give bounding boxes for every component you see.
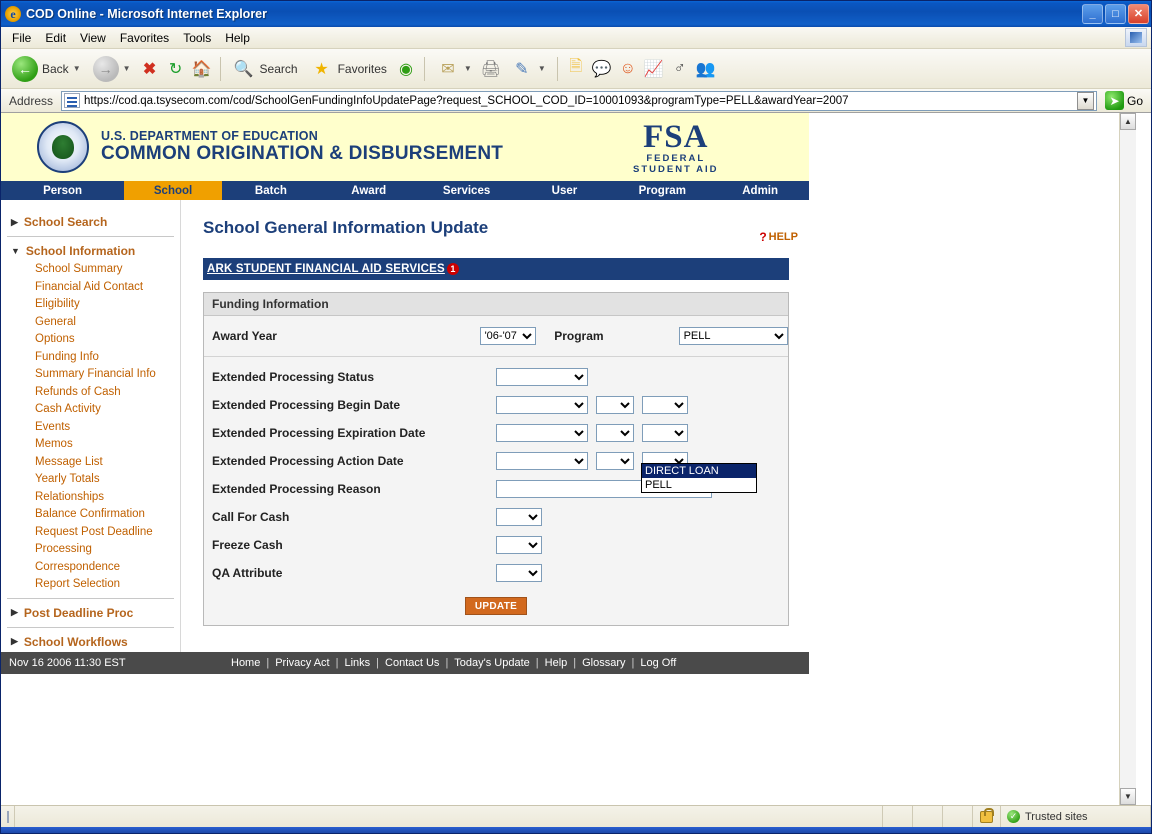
status-message xyxy=(15,806,883,827)
footer-link-home[interactable]: Home xyxy=(231,656,261,669)
panel-divider xyxy=(204,356,788,357)
nav-item-user[interactable]: User xyxy=(551,184,578,197)
status-cell-2 xyxy=(913,806,943,827)
freeze-cash-label: Freeze Cash xyxy=(212,538,283,552)
footer-link-glossary[interactable]: Glossary xyxy=(582,656,626,669)
menu-file[interactable]: File xyxy=(12,30,32,45)
sidebar-item-refunds-of-cash[interactable]: Refunds of Cash xyxy=(35,385,121,398)
funding-information-panel xyxy=(203,292,789,626)
sidebar-item-general[interactable]: General xyxy=(35,315,76,328)
security-zone[interactable] xyxy=(1001,806,1151,827)
sidebar-item-yearly-totals[interactable]: Yearly Totals xyxy=(35,473,100,485)
action-date-day-select[interactable] xyxy=(596,452,634,470)
back-arrow-icon: ← xyxy=(12,56,38,82)
fsa-line-1: FEDERAL xyxy=(646,153,706,164)
sidebar-item-eligibility[interactable]: Eligibility xyxy=(35,298,80,310)
mail-dropdown-icon[interactable]: ▼ xyxy=(463,64,472,73)
edit-icon: ✎ xyxy=(515,60,529,78)
page-viewport xyxy=(1,113,1151,805)
mail-button[interactable] xyxy=(431,54,477,84)
search-button[interactable]: 🔍 Search xyxy=(227,54,303,84)
expiration-date-month-select[interactable] xyxy=(496,424,588,442)
trusted-sites-icon: ✓ xyxy=(1007,810,1020,823)
sidebar-item-funding-info[interactable]: Funding Info xyxy=(35,350,99,363)
go-label: Go xyxy=(1126,93,1143,108)
row-extended-processing-status xyxy=(204,363,788,391)
program-option-direct-loan[interactable]: DIRECT LOAN xyxy=(642,464,756,478)
extended-processing-expiration-date-label: Extended Processing Expiration Date xyxy=(212,426,426,440)
department-seal-icon xyxy=(37,121,89,173)
window-title: COD Online - Microsoft Internet Explorer xyxy=(26,7,267,21)
go-button[interactable] xyxy=(1101,91,1147,110)
address-dropdown-icon[interactable]: ▼ xyxy=(1077,92,1094,110)
row-qa-attribute xyxy=(204,559,788,587)
sidebar-item-processing[interactable]: Processing xyxy=(35,543,92,555)
program-dropdown-list[interactable] xyxy=(641,463,757,493)
expiration-date-fields xyxy=(496,424,688,442)
chevron-right-icon-2: ▶ xyxy=(11,607,18,617)
page-title: School General Information Update xyxy=(203,218,489,237)
nav-item-program[interactable]: Program xyxy=(638,184,686,197)
window-buttons xyxy=(1082,4,1149,24)
forward-arrow-icon: → xyxy=(93,56,119,82)
address-input[interactable] xyxy=(61,91,1097,111)
footer-sep-5: | xyxy=(535,656,539,669)
row-call-for-cash xyxy=(204,503,788,531)
scrollbar-track[interactable] xyxy=(1120,130,1136,788)
discuss-icon[interactable]: 💬 xyxy=(591,60,612,78)
extended-processing-status-select[interactable] xyxy=(496,368,588,386)
sidebar-item-school-summary[interactable]: School Summary xyxy=(35,263,123,275)
footer-link-privacy-act[interactable]: Privacy Act xyxy=(275,656,330,669)
row-award-year-program xyxy=(204,322,788,350)
title-bar xyxy=(1,1,1151,27)
award-year-select[interactable] xyxy=(480,327,537,345)
scroll-up-button[interactable]: ▲ xyxy=(1120,113,1136,130)
sidebar-item-message-list[interactable]: Message List xyxy=(35,455,103,468)
status-cell-3 xyxy=(943,806,973,827)
security-zone-label: Trusted sites xyxy=(1025,810,1088,823)
qa-attribute-select[interactable] xyxy=(496,564,542,582)
sidebar-item-request-post-deadline[interactable]: Request Post Deadline xyxy=(35,525,153,538)
address-label: Address xyxy=(9,93,54,108)
footer-links xyxy=(231,657,676,669)
extended-processing-status-label: Extended Processing Status xyxy=(212,370,375,384)
cod-page xyxy=(1,113,1136,805)
sidebar-school-information-label: School Information xyxy=(25,244,136,258)
cod-title-block xyxy=(101,129,503,165)
sidebar-item-summary-financial-info[interactable]: Summary Financial Info xyxy=(35,368,156,380)
forward-button[interactable] xyxy=(88,53,136,85)
page-scrollbar[interactable] xyxy=(1119,113,1136,805)
award-year-label: Award Year xyxy=(212,329,277,343)
secure-lock-icon xyxy=(973,806,1001,827)
footer-sep-1: | xyxy=(266,656,270,669)
row-extended-processing-begin-date xyxy=(204,391,788,419)
expiration-date-year-select[interactable] xyxy=(642,424,688,442)
sidebar-item-report-selection[interactable]: Report Selection xyxy=(35,578,121,590)
expiration-date-day-select[interactable] xyxy=(596,424,634,442)
update-button[interactable]: UPDATE xyxy=(465,597,527,615)
begin-date-year-select[interactable] xyxy=(642,396,688,414)
sidebar-item-financial-aid-contact[interactable]: Financial Aid Contact xyxy=(35,280,144,293)
media-icon[interactable]: ◉ xyxy=(398,60,413,78)
toolbar-divider-3 xyxy=(557,57,558,81)
search-icon: 🔍 xyxy=(233,60,254,78)
nav-item-admin[interactable]: Admin xyxy=(742,184,779,197)
cod-header-banner xyxy=(1,113,809,181)
nav-item-person[interactable]: Person xyxy=(43,184,83,197)
refresh-icon[interactable]: ↻ xyxy=(168,60,183,78)
sidebar-post-deadline-label: Post Deadline Proc xyxy=(23,605,134,620)
row-freeze-cash xyxy=(204,531,788,559)
sidebar-item-memos[interactable]: Memos xyxy=(35,438,73,450)
page-icon xyxy=(64,93,80,108)
fsa-acronym: FSA xyxy=(643,119,709,155)
address-bar xyxy=(1,89,1151,113)
print-icon[interactable]: 🖨 xyxy=(480,60,501,78)
footer-link-log-off[interactable]: Log Off xyxy=(640,656,677,669)
windows-logo-icon xyxy=(1125,28,1147,47)
menu-view[interactable]: View xyxy=(80,30,106,45)
back-dropdown-icon[interactable]: ▼ xyxy=(72,64,81,73)
extended-processing-reason-label: Extended Processing Reason xyxy=(212,482,381,496)
footer-link-todays-update[interactable]: Today's Update xyxy=(454,656,530,669)
extended-processing-action-date-label: Extended Processing Action Date xyxy=(212,454,404,468)
messenger-icon[interactable]: ☺ xyxy=(619,59,636,77)
footer-link-links[interactable]: Links xyxy=(344,656,371,669)
sidebar-item-school-information[interactable] xyxy=(1,241,180,261)
maximize-button[interactable]: □ xyxy=(1105,4,1126,24)
favorites-button[interactable]: ★ Favorites xyxy=(305,54,392,84)
sidebar-divider-2 xyxy=(7,598,174,599)
footer-sep-6: | xyxy=(573,656,577,669)
edit-dropdown-icon[interactable]: ▼ xyxy=(537,64,546,73)
sidebar-item-post-deadline-proc[interactable] xyxy=(1,603,180,623)
main-content xyxy=(181,200,809,652)
fsa-line-2: STUDENT AID xyxy=(633,163,719,175)
menu-help[interactable]: Help xyxy=(225,30,250,45)
fsa-logo xyxy=(633,121,719,176)
program-option-pell[interactable]: PELL xyxy=(645,479,672,491)
qa-attribute-label: QA Attribute xyxy=(212,566,283,580)
minimize-button[interactable]: _ xyxy=(1082,4,1103,24)
home-icon[interactable]: 🏠 xyxy=(191,60,212,78)
begin-date-month-select[interactable] xyxy=(496,396,588,414)
menu-tools[interactable]: Tools xyxy=(183,30,212,45)
page-body xyxy=(1,200,809,652)
school-name-link[interactable]: ARK STUDENT FINANCIAL AID SERVICES xyxy=(207,263,445,275)
sidebar-item-correspondence[interactable]: Correspondence xyxy=(35,560,121,573)
sidebar-item-events[interactable]: Events xyxy=(35,420,71,433)
mail-icon: ✉ xyxy=(441,60,455,78)
nav-item-services[interactable]: Services xyxy=(442,184,491,197)
menu-favorites[interactable]: Favorites xyxy=(119,30,170,45)
toolbar-divider xyxy=(220,57,221,81)
program-label: Program xyxy=(554,329,604,343)
stop-icon[interactable]: ✖ xyxy=(142,60,157,78)
nav-item-school[interactable]: School xyxy=(124,181,222,200)
begin-date-day-select[interactable] xyxy=(596,396,634,414)
nav-item-batch[interactable]: Batch xyxy=(254,184,287,197)
people-icon[interactable]: 👥 xyxy=(695,60,716,78)
action-date-month-select[interactable] xyxy=(496,452,588,470)
sidebar-item-options[interactable]: Options xyxy=(35,333,75,345)
program-name: COMMON ORIGINATION & DISBURSEMENT xyxy=(101,143,504,165)
chevron-right-icon: ▶ xyxy=(11,216,18,227)
toolbar-divider-2 xyxy=(424,57,425,81)
footer-timestamp: Nov 16 2006 11:30 EST xyxy=(9,656,126,669)
question-mark-icon: ? xyxy=(759,230,767,244)
status-cell-1 xyxy=(883,806,913,827)
menu-edit[interactable]: Edit xyxy=(45,30,67,45)
school-badge: 1 xyxy=(447,263,459,275)
main-navigation xyxy=(1,181,809,200)
sidebar-item-relationships[interactable]: Relationships xyxy=(35,490,105,503)
browser-toolbar xyxy=(1,49,1151,89)
sidebar-divider-1 xyxy=(7,236,174,237)
status-page-icon xyxy=(1,806,15,827)
school-banner xyxy=(203,258,789,280)
nav-item-award[interactable]: Award xyxy=(351,184,387,197)
star-icon: ★ xyxy=(314,60,329,78)
back-button[interactable]: ← Back ▼ xyxy=(7,53,86,85)
close-button[interactable]: ✕ xyxy=(1128,4,1149,24)
taskbar xyxy=(1,827,1151,833)
row-extended-processing-expiration-date xyxy=(204,419,788,447)
department-name: U.S. DEPARTMENT OF EDUCATION xyxy=(101,128,318,143)
sidebar-school-workflows-label: School Workflows xyxy=(23,634,128,649)
edit-button[interactable] xyxy=(505,54,551,84)
sidebar-divider-3 xyxy=(7,627,174,628)
help-link[interactable] xyxy=(759,230,798,244)
forward-dropdown-icon[interactable]: ▼ xyxy=(122,64,131,73)
notes-icon[interactable]: 🗎 xyxy=(569,58,583,75)
program-select[interactable] xyxy=(679,327,788,345)
go-arrow-icon: ➤ xyxy=(1105,91,1124,110)
footer-link-help[interactable]: Help xyxy=(544,656,568,669)
internet-explorer-icon xyxy=(5,6,21,22)
chevron-down-icon: ▼ xyxy=(11,246,20,256)
status-bar xyxy=(1,805,1151,827)
footer-sep-3: | xyxy=(376,656,380,669)
charts-icon[interactable]: 📈 xyxy=(643,60,664,78)
sidebar-item-school-search[interactable] xyxy=(1,212,180,232)
panel-title: Funding Information xyxy=(204,293,788,316)
freeze-cash-select[interactable] xyxy=(496,536,542,554)
menu-bar xyxy=(1,27,1151,49)
footer-sep-7: | xyxy=(631,656,635,669)
sidebar xyxy=(1,200,181,652)
chevron-right-icon-3: ▶ xyxy=(11,636,18,646)
page-footer xyxy=(1,652,809,674)
footer-sep-2: | xyxy=(335,656,339,669)
sidebar-school-search-label: School Search xyxy=(23,215,108,229)
sidebar-item-balance-confirmation[interactable]: Balance Confirmation xyxy=(35,508,145,520)
footer-link-contact-us[interactable]: Contact Us xyxy=(385,656,440,669)
extended-processing-begin-date-label: Extended Processing Begin Date xyxy=(212,398,401,412)
begin-date-fields xyxy=(496,396,688,414)
footer-sep-4: | xyxy=(445,656,449,669)
sidebar-item-cash-activity[interactable]: Cash Activity xyxy=(35,403,101,415)
scroll-down-button[interactable]: ▼ xyxy=(1120,788,1136,805)
help-label: HELP xyxy=(768,231,798,243)
address-url-text: https://cod.qa.tsysecom.com/cod/SchoolGenFundingInfoUpdatePage?request_SCHOOL_COD_ID=10001093&programType=PELL&awardYear=2007 xyxy=(84,94,849,107)
call-for-cash-select[interactable] xyxy=(496,508,542,526)
person-icon[interactable]: ♂ xyxy=(673,59,686,77)
call-for-cash-label: Call For Cash xyxy=(212,510,290,524)
sidebar-item-school-workflows[interactable] xyxy=(1,632,180,652)
